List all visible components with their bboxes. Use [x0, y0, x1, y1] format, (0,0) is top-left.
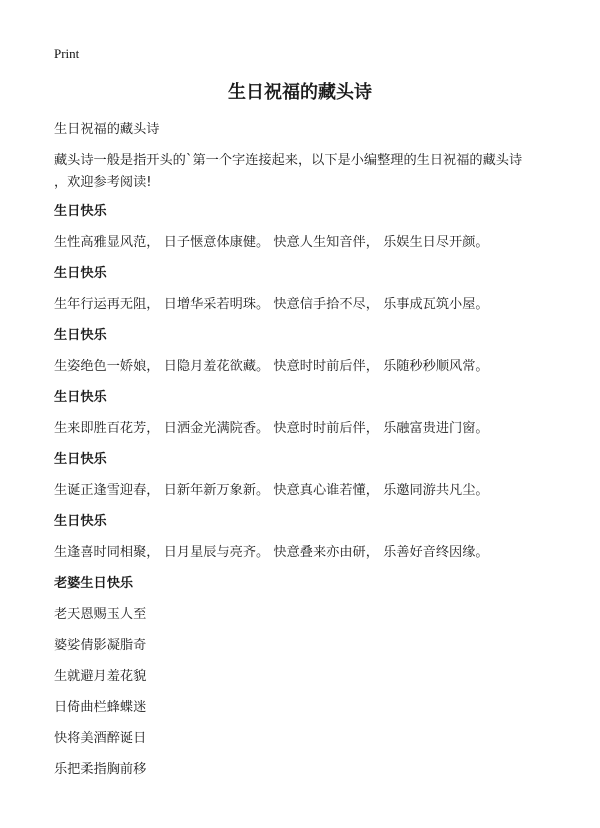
section-text: 生来即胜百花芳， 日洒金光满院香。 快意时时前后伴， 乐融富贵进门窗。 — [54, 421, 489, 436]
poem-line: 快将美酒醉诞日 — [54, 731, 147, 746]
poem-line: 乐把柔指胸前移 — [54, 762, 147, 777]
poem-heading: 老婆生日快乐 — [54, 576, 134, 591]
poem-line: 生就避月羞花貌 — [54, 669, 147, 684]
poem-line: 婆娑倩影凝脂奇 — [54, 638, 147, 653]
intro-line-1: 藏头诗一般是指开头的`第一个字连接起来，以下是小编整理的生日祝福的藏头诗 — [54, 153, 523, 168]
page-title: 生日祝福的藏头诗 — [228, 82, 372, 103]
section-text: 生姿绝色一娇娘， 日隐月羞花欲藏。 快意时时前后伴， 乐随秒秒顺风常。 — [54, 359, 489, 374]
print-link[interactable]: Print — [54, 46, 80, 61]
intro-line-2: ，欢迎参考阅读! — [54, 175, 152, 190]
poem-line: 日倚曲栏蜂蝶迷 — [54, 700, 147, 715]
article-body — [54, 120, 554, 791]
section-text: 生性高雅显风范， 日子惬意体康健。 快意人生知音伴， 乐娱生日尽开颜。 — [54, 235, 489, 250]
intro-paragraph — [54, 150, 554, 194]
section-heading: 生日快乐 — [54, 452, 107, 467]
section-heading: 生日快乐 — [54, 390, 107, 405]
section-heading: 生日快乐 — [54, 266, 107, 281]
poem-line: 老天恩赐玉人至 — [54, 607, 147, 622]
article-subtitle: 生日祝福的藏头诗 — [54, 122, 160, 137]
section-text: 生诞正逢雪迎春， 日新年新万象新。 快意真心谁若懂， 乐邀同游共凡尘。 — [54, 483, 489, 498]
section-text: 生年行运再无阻， 日增华采若明珠。 快意信手拾不尽， 乐事成瓦筑小屋。 — [54, 297, 489, 312]
section-heading: 生日快乐 — [54, 204, 107, 219]
section-heading: 生日快乐 — [54, 514, 107, 529]
section-text: 生逢喜时同相聚， 日月星辰与亮齐。 快意叠来亦由研， 乐善好音终因缘。 — [54, 545, 489, 560]
section-heading: 生日快乐 — [54, 328, 107, 343]
